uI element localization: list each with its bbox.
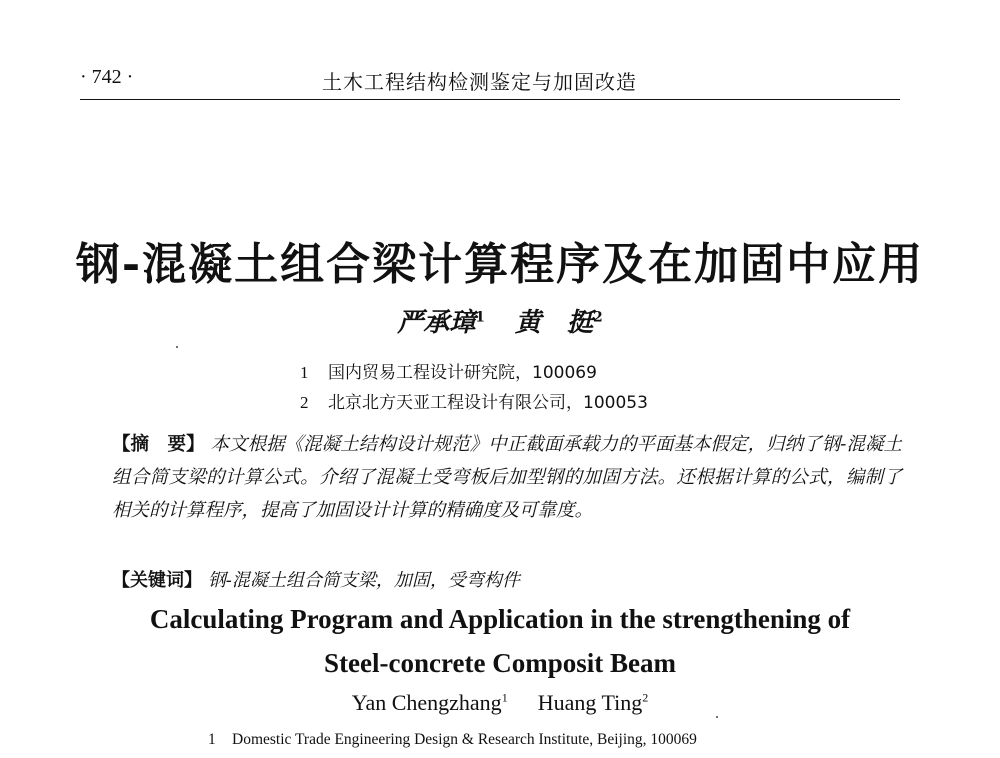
english-author-line xyxy=(0,690,1000,716)
abstract-text: 本文根据《混凝土结构设计规范》中正截面承载力的平面基本假定，归纳了钢-混凝土组合简支梁的计算公式。介绍了混凝土受弯板后加型钢的加固方法。还根据计算的公式，编制了相关的计算程序，提高了加固设计计算的精确度及可靠度。 xyxy=(112,434,902,521)
author-line xyxy=(0,302,1000,339)
affiliation xyxy=(300,388,648,413)
keywords xyxy=(112,566,520,592)
scan-speck xyxy=(716,716,718,718)
english-title-line1: Calculating Program and Application in the strengthening of xyxy=(149,604,851,634)
keywords-label: 【关键词】 xyxy=(112,570,202,591)
scan-speck xyxy=(176,346,178,348)
english-affiliation-number: 1 xyxy=(208,731,216,748)
affiliation-number: 2 xyxy=(300,393,309,412)
author-name: 黄 挺 xyxy=(515,308,594,338)
affiliation xyxy=(300,358,597,383)
abstract-label: 【摘 要】 xyxy=(112,434,205,455)
english-title-line2: Steel-concrete Composit Beam xyxy=(324,648,676,678)
journal-title: 土木工程结构检测鉴定与加固改造 xyxy=(322,70,637,94)
english-author-name: Huang Ting xyxy=(537,690,643,715)
english-affiliation-text: Domestic Trade Engineering Design & Research Institute, Beijing, 100069 xyxy=(232,731,697,748)
english-author-mark: 2 xyxy=(642,690,649,705)
english-author-name: Yan Chengzhang xyxy=(351,690,502,715)
affiliation-text: 国内贸易工程设计研究院，100069 xyxy=(328,363,597,383)
page-number: · 742 · xyxy=(80,66,134,88)
affiliation-number: 1 xyxy=(300,363,309,382)
keywords-text: 钢-混凝土组合简支梁，加固，受弯构件 xyxy=(207,570,520,591)
paper-title: 钢-混凝土组合梁计算程序及在加固中应用 xyxy=(75,239,925,290)
english-author-mark: 1 xyxy=(501,690,508,705)
author-name: 严承璋 xyxy=(397,308,476,338)
english-affiliation xyxy=(208,731,697,749)
abstract xyxy=(112,428,902,527)
affiliation-text: 北京北方天亚工程设计有限公司，100053 xyxy=(328,393,648,413)
author-mark: 1 xyxy=(475,309,485,326)
author-mark: 2 xyxy=(593,309,603,326)
header-rule xyxy=(80,99,900,100)
